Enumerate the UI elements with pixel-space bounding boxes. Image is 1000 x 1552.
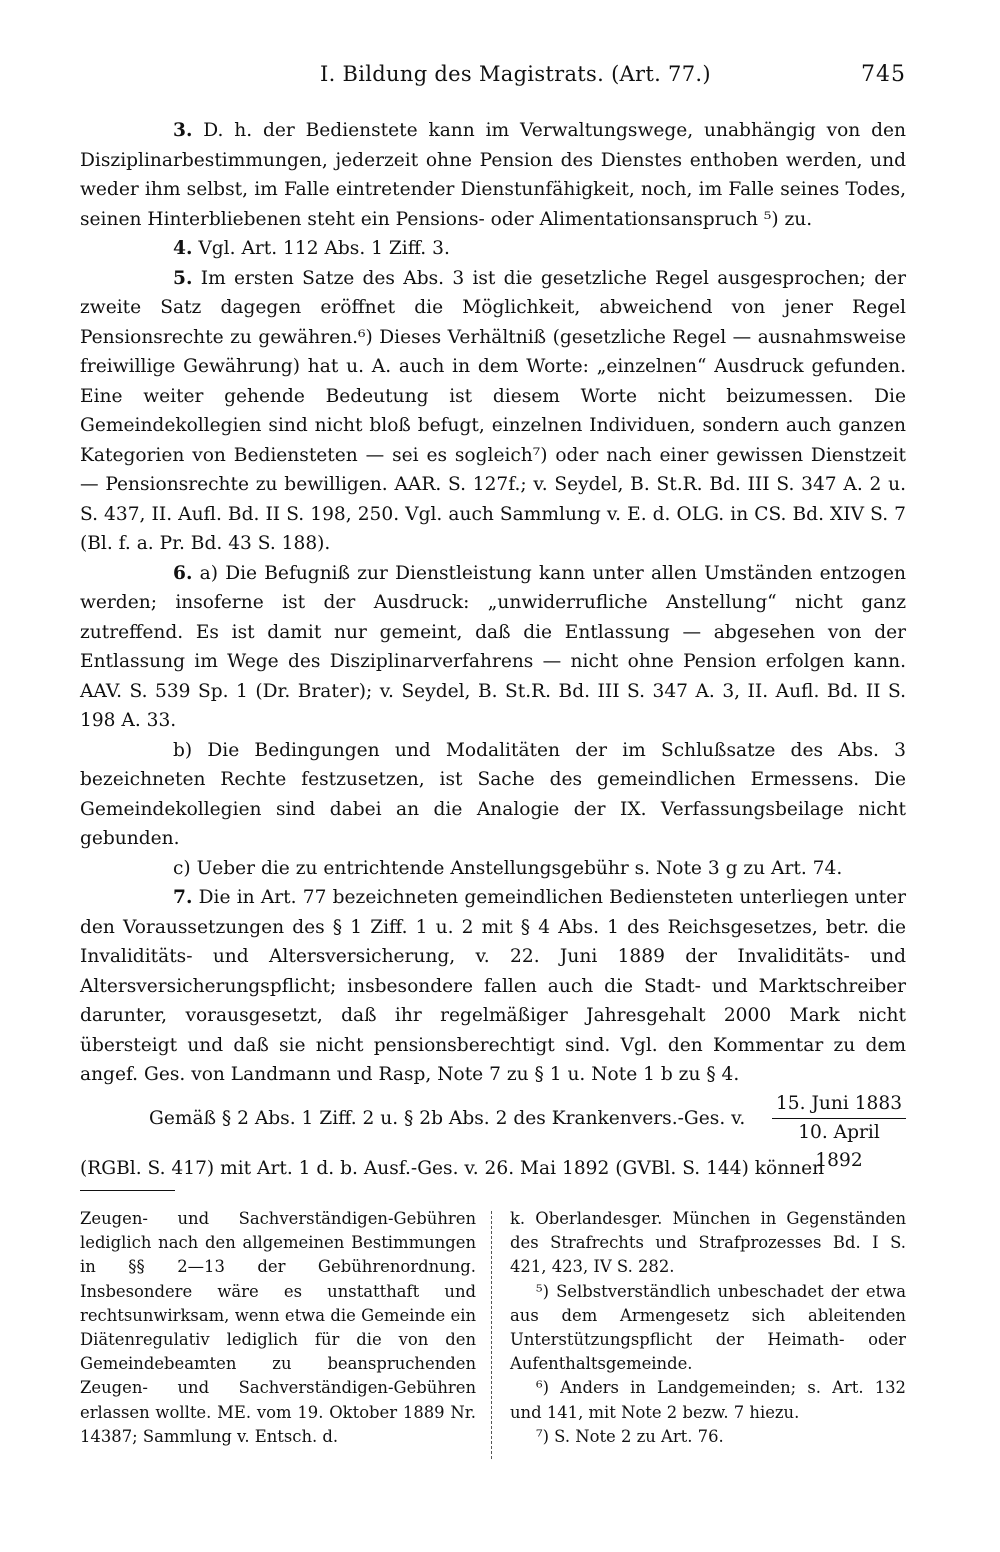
closing-continuation: (RGBl. S. 417) mit Art. 1 d. b. Ausf.-Ges. v. 26. Mai 1892 (GVBl. S. 144) können — [80, 1157, 825, 1179]
paragraph-text: Die in Art. 77 bezeichneten gemeindlichen Bediensteten unterliegen unter den Voraussetzungen des § 1 Ziff. 1 u. 2 mit § 4 Abs. 1 des Reichsgesetzes, betr. die Invaliditäts- und Altersversicherung, v. 22. Juni 1889 der Invaliditäts- und Altersversicherungspflicht; insbesondere fallen auch die Stadt- und Marktschreiber darunter, vorausgesetzt, daß ihr regelmäßiger Jahresgehalt 2000 Mark nicht übersteigt und daß sie nicht pensionsberechtigt sind. Vgl. den Kommentar zu dem angef. Ges. von Landmann und Rasp, Note 7 zu § 1 u. Note 1 b zu § 4. — [80, 887, 906, 1085]
note-number: 3. — [173, 120, 193, 141]
paragraph-note-6a — [80, 559, 906, 736]
fraction-top: 15. Juni 1883 — [772, 1090, 906, 1119]
note-number: 7. — [173, 887, 193, 908]
footnote-7: ⁷) S. Note 2 zu Art. 76. — [536, 1426, 724, 1446]
footnote-column-right — [510, 1207, 906, 1449]
running-title: I. Bildung des Magistrats. (Art. 77.) — [320, 62, 711, 86]
paragraph-text: a) Die Befugniß zur Dienstleistung kann unter allen Umständen entzogen werden; insoferne ist der Ausdruck: „unwiderrufliche Anstellung“ nicht ganz zutreffend. Es ist damit nur gemeint, daß die Entlassung — abgesehen von der Entlassung im Wege des Disziplinarverfahrens — nicht ohne Pension erfolgen kann. AAV. S. 539 Sp. 1 (Dr. Brater); v. Seydel, B. St.R. Bd. III S. 347 A. 3, II. Aufl. Bd. II S. 198 A. 33. — [80, 562, 906, 731]
paragraph-text: Im ersten Satze des Abs. 3 ist die gesetzliche Regel ausgesprochen; der zweite Satz dagegen eröffnet die Möglichkeit, abweichend von jener Regel Pensionsrechte zu gewähren.⁶) Dieses Verhältniß (gesetzliche Regel — ausnahmsweise freiwillige Gewährung) hat u. A. auch in dem Worte: „einzelnen“ Ausdruck gefunden. Eine weiter gehende Bedeutung ist diesem Worte nicht beizumessen. Die Gemeindekollegien sind nicht bloß befugt, einzelnen Individuen, sondern auch ganzen Kategorien von Bediensteten — sei es sogleich⁷) oder nach einer gewissen Dienstzeit — Pensionsrechte zu bewilligen. AAR. S. 127f.; v. Seydel, B. St.R. Bd. III S. 347 A. 2 u. S. 437, II. Aufl. Bd. II S. 198, 250. Vgl. auch Sammlung v. E. d. OLG. in CS. Bd. XIV S. 7 (Bl. f. a. Pr. Bd. 43 S. 188). — [80, 267, 907, 554]
closing-lead: Gemäß § 2 Abs. 1 Ziff. 2 u. § 2b Abs. 2 des Krankenvers.-Ges. v. — [149, 1107, 746, 1129]
fraction-bottom: 10. April 1892 — [798, 1121, 880, 1171]
footnote-separator — [80, 1190, 175, 1191]
footnote-6: ⁶) Anders in Landgemeinden; s. Art. 132 und 141, mit Note 2 bezw. 7 hiezu. — [510, 1378, 906, 1422]
paragraph-note-7 — [80, 883, 906, 1090]
footnote-5: ⁵) Selbstverständlich unbeschadet der etwa aus dem Armengesetz sich ableitenden Unterstützungspflicht der Heimath- oder Aufenthaltsgemeinde. — [510, 1281, 906, 1374]
paragraph-text: b) Die Bedingungen und Modalitäten der im Schlußsatze des Abs. 3 bezeichneten Rechte festzusetzen, ist Sache des gemeindlichen Ermessens. Die Gemeindekollegien sind dabei an die Analogie der IX. Verfassungsbeilage nicht gebunden. — [80, 739, 906, 849]
footnote-continuation: Zeugen- und Sachverständigen-Gebühren lediglich nach den allgemeinen Bestimmungen in §§ 2—13 der Gebührenordnung. Insbesondere wäre es unstatthaft und rechtsunwirksam, wenn etwa die Gemeinde ein Diätenregulativ lediglich für die von den Gemeindebeamten zu beanspruchenden Zeugen- und Sachverständigen-Gebühren erlassen wollte. ME. vom 19. Oktober 1889 Nr. 14387; Sammlung v. Entsch. d. — [80, 1209, 476, 1446]
paragraph-text: D. h. der Bedienstete kann im Verwaltungswege, unabhängig von den Disziplinarbestimmungen, jederzeit ohne Pension des Dienstes enthoben werden, und weder ihm selbst, im Falle eintretender Dienstunfähigkeit, noch, im Falle seines Todes, seinen Hinterbliebenen steht ein Pensions- oder Alimentationsanspruch ⁵) zu. — [80, 120, 906, 230]
paragraph-text: c) Ueber die zu entrichtende Anstellungsgebühr s. Note 3 g zu Art. 74. — [173, 857, 843, 879]
footnote-continuation: k. Oberlandesger. München in Gegenständen des Strafrechts und Strafprozesses Bd. I S. 421, 423, IV S. 282. — [510, 1209, 906, 1277]
page-number: 745 — [861, 62, 906, 87]
paragraph-note-5 — [80, 264, 906, 559]
column-divider — [491, 1211, 492, 1459]
date-fraction — [772, 1090, 906, 1175]
note-number: 4. — [173, 238, 193, 259]
note-number: 5. — [173, 267, 193, 289]
paragraph-note-3 — [80, 116, 906, 234]
paragraph-note-4 — [80, 234, 906, 264]
note-number: 6. — [173, 562, 193, 584]
footnote-column-left — [80, 1207, 476, 1449]
footnotes — [80, 1207, 906, 1467]
page-header — [80, 62, 906, 96]
paragraph-note-6c — [80, 854, 906, 884]
paragraph-note-6b — [80, 736, 906, 854]
main-text — [80, 116, 906, 1183]
paragraph-text: Vgl. Art. 112 Abs. 1 Ziff. 3. — [198, 238, 450, 259]
